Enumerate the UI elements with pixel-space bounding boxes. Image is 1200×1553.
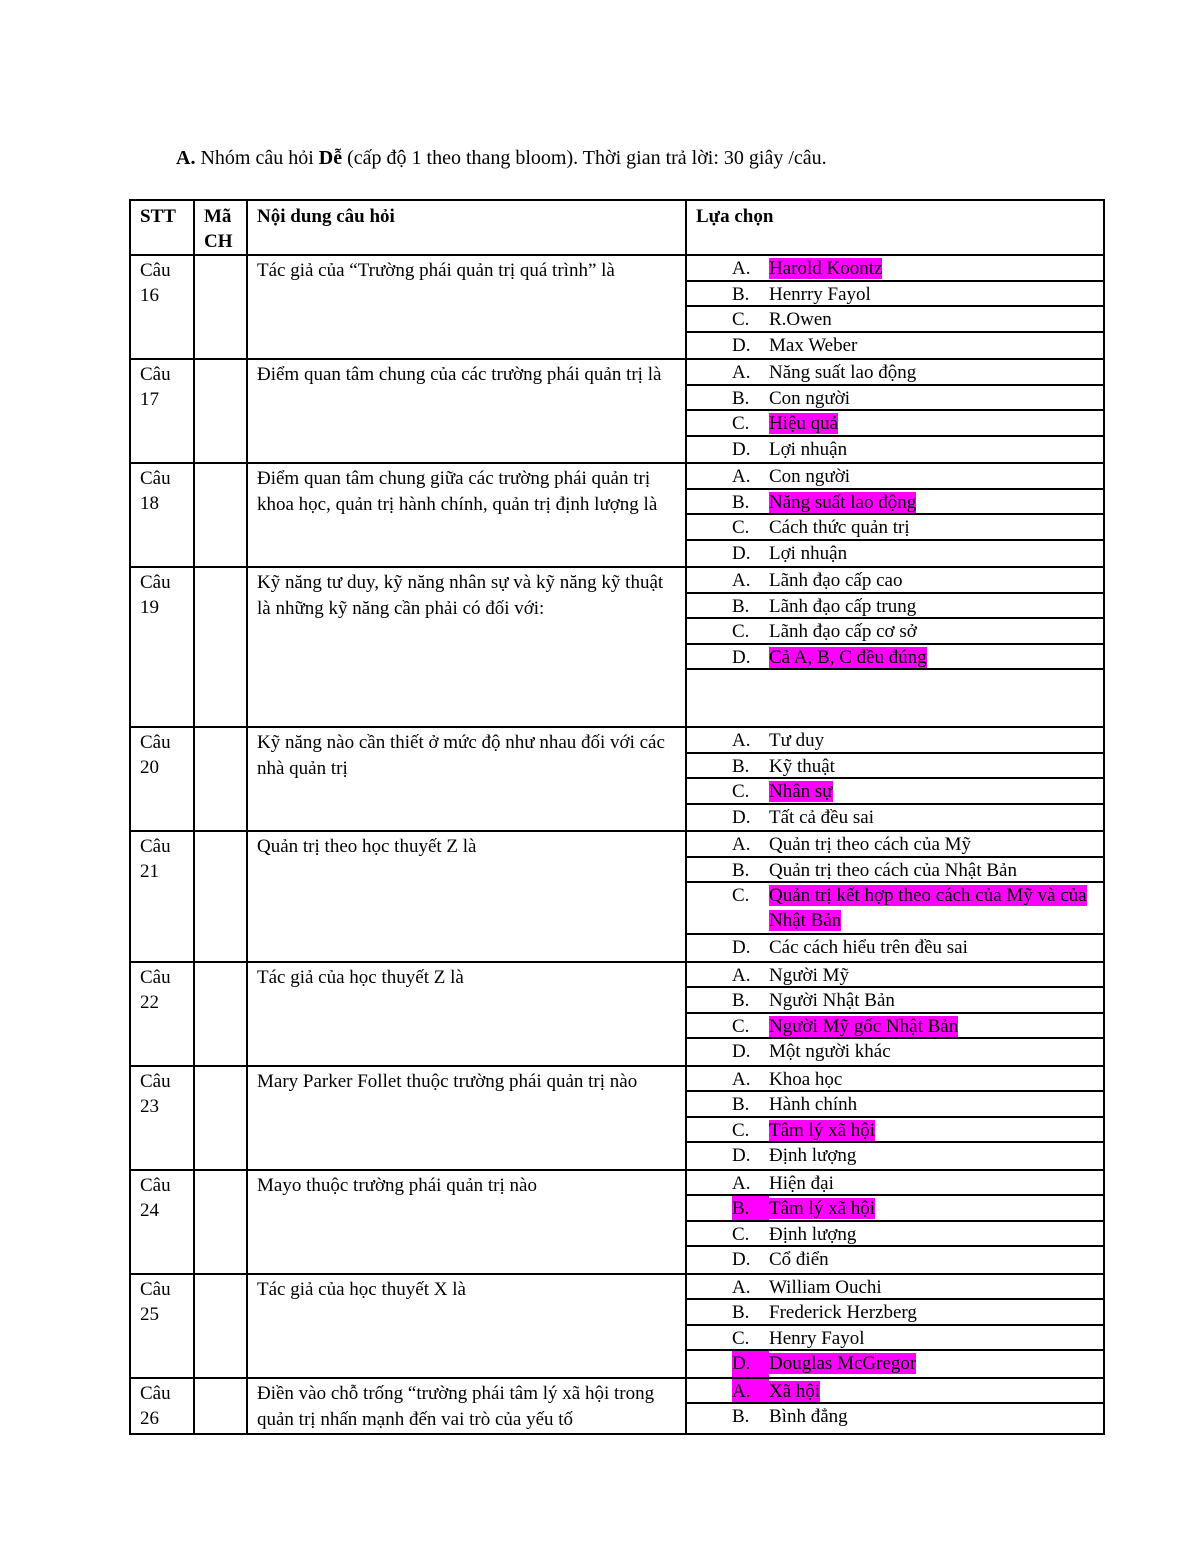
option-text-cell	[769, 541, 1103, 567]
option-letter: D.	[732, 646, 751, 668]
option-text-cell	[769, 619, 1103, 643]
question-text: Quản trị theo học thuyết Z là	[247, 831, 686, 962]
option-text: Khoa học	[769, 1068, 843, 1090]
option-letter: B.	[732, 755, 750, 777]
option-text-cell	[769, 437, 1103, 463]
option-text: Lãnh đạo cấp cơ sở	[769, 621, 917, 642]
table-row	[130, 463, 1104, 567]
option-letter: A.	[732, 1068, 751, 1090]
option-text-cell	[769, 256, 1103, 280]
option-row	[687, 541, 1103, 567]
option-text: Bình đẳng	[769, 1406, 848, 1427]
option-row	[687, 490, 1103, 516]
option-row	[687, 1300, 1103, 1326]
option-text-cell	[769, 935, 1103, 961]
option-row	[687, 858, 1103, 884]
option-letter: B.	[732, 1196, 769, 1220]
option-text-cell	[769, 386, 1103, 410]
option-list	[686, 1066, 1104, 1170]
option-text-cell	[769, 360, 1103, 384]
option-list	[686, 962, 1104, 1066]
header-content: Nội dung câu hỏi	[247, 200, 686, 255]
option-row	[687, 883, 1103, 935]
option-letter	[732, 670, 769, 726]
option-text-cell	[769, 1118, 1103, 1142]
option-row	[687, 779, 1103, 805]
correct-answer-text: Douglas McGregor	[769, 1353, 917, 1374]
option-letter: A.	[732, 730, 751, 751]
option-list	[686, 567, 1104, 727]
option-text-cell	[769, 1039, 1103, 1065]
option-row	[687, 1379, 1103, 1405]
question-code	[194, 567, 247, 727]
question-text: Mary Parker Follet thuộc trường phái quản trị nào	[247, 1066, 686, 1170]
option-row	[687, 988, 1103, 1014]
table-row	[130, 567, 1104, 727]
option-text-cell	[769, 883, 1103, 933]
option-row	[687, 1404, 1103, 1430]
option-letter: C.	[732, 885, 750, 906]
option-text-cell	[769, 1326, 1103, 1350]
option-letter: B.	[732, 859, 750, 881]
correct-answer-text: Tâm lý xã hội	[769, 1119, 876, 1141]
option-row	[687, 728, 1103, 754]
table-row	[130, 1378, 1104, 1434]
correct-answer-text: Nhân sự	[769, 781, 833, 802]
section-heading	[176, 144, 827, 172]
option-text-cell	[769, 805, 1103, 831]
option-text-cell	[769, 1300, 1103, 1324]
question-text: Kỹ năng tư duy, kỹ năng nhân sự và kỹ năng kỹ thuật là những kỹ năng cần phải có đối với:	[247, 567, 686, 727]
question-number: Câu 26	[130, 1378, 194, 1434]
question-number: Câu 23	[130, 1066, 194, 1170]
option-text: Lợi nhuận	[769, 438, 848, 460]
option-row	[687, 754, 1103, 780]
option-letter: A.	[732, 570, 751, 591]
option-text-cell	[769, 333, 1103, 359]
option-list	[686, 831, 1104, 962]
option-text-cell	[769, 1143, 1103, 1169]
question-number: Câu 16	[130, 255, 194, 359]
table-row	[130, 727, 1104, 831]
option-letter: B.	[732, 387, 750, 409]
option-text: Người Mỹ	[769, 964, 849, 986]
option-text: Hành chính	[769, 1094, 858, 1115]
table-header-row	[130, 200, 1104, 255]
option-text-cell	[769, 963, 1103, 987]
option-row	[687, 360, 1103, 386]
option-text-cell	[769, 515, 1103, 539]
option-list	[686, 359, 1104, 463]
option-letter: D.	[732, 542, 751, 564]
question-number: Câu 18	[130, 463, 194, 567]
option-text-cell	[769, 645, 1103, 669]
option-text: Tất cả đều sai	[769, 806, 874, 828]
option-text-cell	[769, 779, 1103, 803]
section-letter: A.	[176, 147, 196, 169]
option-letter: A.	[732, 1172, 751, 1194]
option-text: Quản trị theo cách của Nhật Bản	[769, 859, 1017, 881]
option-text-cell	[769, 1014, 1103, 1038]
option-list	[686, 1170, 1104, 1274]
option-text: Quản trị theo cách của Mỹ	[769, 834, 972, 855]
option-row	[687, 282, 1103, 308]
option-text: Kỹ thuật	[769, 755, 835, 777]
option-row	[687, 386, 1103, 412]
option-text: Con người	[769, 387, 851, 409]
option-letter: C.	[732, 309, 750, 330]
question-number: Câu 17	[130, 359, 194, 463]
option-text-cell	[769, 1275, 1103, 1299]
question-text: Điểm quan tâm chung của các trường phái quản trị là	[247, 359, 686, 463]
option-letter: B.	[732, 1302, 750, 1323]
question-code	[194, 255, 247, 359]
option-text: Định lượng	[769, 1145, 857, 1166]
question-text: Điểm quan tâm chung giữa các trường phái quản trị khoa học, quản trị hành chính, quản trị định lượng là	[247, 463, 686, 567]
option-text-cell	[769, 1222, 1103, 1246]
question-table	[129, 199, 1105, 1435]
option-row	[687, 307, 1103, 333]
option-row	[687, 1222, 1103, 1248]
option-row	[687, 594, 1103, 620]
option-row	[687, 515, 1103, 541]
option-text: Lãnh đạo cấp trung	[769, 595, 917, 617]
option-text-cell	[769, 568, 1103, 592]
heading-text-2: (cấp độ 1 theo thang bloom). Thời gian trả lời: 30 giây /câu.	[342, 147, 827, 169]
question-number: Câu 19	[130, 567, 194, 727]
option-text: Con người	[769, 466, 851, 487]
option-row	[687, 568, 1103, 594]
option-letter: C.	[732, 781, 750, 802]
header-stt: STT	[130, 200, 194, 255]
question-text: Mayo thuộc trường phái quản trị nào	[247, 1170, 686, 1274]
option-text-cell	[769, 988, 1103, 1012]
option-text: Frederick Herzberg	[769, 1302, 917, 1323]
option-text-cell	[769, 1196, 1103, 1220]
option-text: Cách thức quản trị	[769, 517, 910, 538]
correct-answer-text: Cả A, B, C đều đúng	[769, 646, 927, 668]
option-text-cell	[769, 282, 1103, 306]
question-number: Câu 21	[130, 831, 194, 962]
option-letter: C.	[732, 1119, 750, 1141]
option-row	[687, 1067, 1103, 1093]
option-text-cell	[769, 1379, 1103, 1403]
correct-answer-text: Harold Koontz	[769, 258, 883, 279]
option-row	[687, 619, 1103, 645]
option-text: William Ouchi	[769, 1276, 882, 1298]
option-text: Lợi nhuận	[769, 542, 848, 564]
option-list	[686, 1274, 1104, 1378]
option-text: Henry Fayol	[769, 1327, 865, 1349]
correct-answer-text: Xã hội	[769, 1380, 821, 1402]
question-text: Điền vào chỗ trống “trường phái tâm lý xã hội trong quản trị nhấn mạnh đến vai trò của yếu tố	[247, 1378, 686, 1434]
option-text-cell	[769, 1351, 1103, 1377]
correct-answer-text: Quản trị kết hợp theo cách của Mỹ và của Nhật Bản	[769, 885, 1087, 931]
option-text-cell	[769, 490, 1103, 514]
question-code	[194, 359, 247, 463]
option-row	[687, 935, 1103, 961]
option-text-cell	[769, 1092, 1103, 1116]
question-code	[194, 463, 247, 567]
option-letter: A.	[732, 964, 751, 986]
option-text: Năng suất lao động	[769, 362, 917, 383]
correct-answer-text: Hiệu quả	[769, 413, 839, 434]
option-row	[687, 1143, 1103, 1169]
option-letter: B.	[732, 595, 750, 617]
option-row	[687, 1247, 1103, 1273]
option-row	[687, 1326, 1103, 1352]
option-row	[687, 1039, 1103, 1065]
option-list	[686, 1378, 1104, 1434]
option-text: Cổ điển	[769, 1249, 829, 1270]
option-row	[687, 963, 1103, 989]
option-letter: C.	[732, 1015, 750, 1037]
option-letter: A.	[732, 258, 751, 279]
question-text: Kỹ năng nào cần thiết ở mức độ như nhau đối với các nhà quản trị	[247, 727, 686, 831]
option-text-cell	[769, 670, 1103, 726]
correct-answer-text: Người Mỹ gốc Nhật Bản	[769, 1015, 959, 1037]
correct-answer-text: Tâm lý xã hội	[769, 1198, 876, 1219]
option-letter: A.	[732, 1276, 751, 1298]
question-code	[194, 831, 247, 962]
option-text: Các cách hiểu trên đều sai	[769, 937, 968, 958]
table-row	[130, 255, 1104, 359]
option-text: Một người khác	[769, 1041, 891, 1062]
question-text: Tác giả của học thuyết Z là	[247, 962, 686, 1066]
option-row	[687, 1092, 1103, 1118]
question-number: Câu 25	[130, 1274, 194, 1378]
option-text-cell	[769, 754, 1103, 778]
option-text: Định lượng	[769, 1223, 857, 1245]
option-text: Lãnh đạo cấp cao	[769, 570, 903, 591]
option-text-cell	[769, 1404, 1103, 1430]
option-row	[687, 805, 1103, 831]
option-letter: D.	[732, 334, 751, 356]
table-row	[130, 1274, 1104, 1378]
heading-text-1: Nhóm câu hỏi	[195, 147, 319, 169]
option-list	[686, 463, 1104, 567]
header-mach: Mã CH	[194, 200, 247, 255]
option-letter: B.	[732, 990, 750, 1011]
option-letter: D.	[732, 1145, 751, 1166]
question-number: Câu 24	[130, 1170, 194, 1274]
question-text: Tác giả của học thuyết X là	[247, 1274, 686, 1378]
option-letter: C.	[732, 413, 750, 434]
option-row	[687, 411, 1103, 437]
option-letter: D.	[732, 1351, 769, 1377]
option-row	[687, 832, 1103, 858]
question-code	[194, 962, 247, 1066]
difficulty-word: Dễ	[318, 147, 343, 169]
option-text: R.Owen	[769, 309, 832, 330]
option-letter: B.	[732, 1094, 750, 1115]
question-number: Câu 22	[130, 962, 194, 1066]
option-row	[687, 1014, 1103, 1040]
question-text: Tác giả của “Trường phái quản trị quá trình” là	[247, 255, 686, 359]
option-row	[687, 1275, 1103, 1301]
option-letter: D.	[732, 1249, 751, 1270]
option-row	[687, 464, 1103, 490]
option-text-cell	[769, 1171, 1103, 1195]
table-row	[130, 831, 1104, 962]
option-letter: B.	[732, 1406, 750, 1427]
option-text-cell	[769, 728, 1103, 752]
option-letter: B.	[732, 283, 750, 305]
option-row	[687, 1118, 1103, 1144]
question-code	[194, 1274, 247, 1378]
option-text-cell	[769, 594, 1103, 618]
question-rows	[130, 255, 1104, 1434]
option-letter: C.	[732, 621, 750, 642]
question-code	[194, 1066, 247, 1170]
option-row	[687, 1171, 1103, 1197]
option-text: Max Weber	[769, 334, 858, 356]
option-text-cell	[769, 858, 1103, 882]
option-text: Người Nhật Bản	[769, 990, 895, 1011]
question-code	[194, 1378, 247, 1434]
question-code	[194, 1170, 247, 1274]
option-letter: A.	[732, 834, 751, 855]
option-row	[687, 437, 1103, 463]
table-row	[130, 1066, 1104, 1170]
option-row	[687, 645, 1103, 671]
option-letter: A.	[732, 362, 751, 383]
table-row	[130, 359, 1104, 463]
table-row	[130, 1170, 1104, 1274]
option-letter: A.	[732, 1379, 769, 1403]
option-text: Hiện đại	[769, 1172, 834, 1194]
option-text: Henrry Fayol	[769, 283, 871, 305]
header-options: Lựa chọn	[686, 200, 1104, 255]
option-letter: D.	[732, 937, 751, 958]
option-row	[687, 256, 1103, 282]
option-letter: C.	[732, 1223, 750, 1245]
option-letter: C.	[732, 1327, 750, 1349]
option-letter: D.	[732, 806, 751, 828]
option-letter: D.	[732, 438, 751, 460]
option-row	[687, 333, 1103, 359]
option-row	[687, 1196, 1103, 1222]
option-letter: D.	[732, 1041, 751, 1062]
option-letter: A.	[732, 466, 751, 487]
table-row	[130, 962, 1104, 1066]
option-row	[687, 1351, 1103, 1377]
option-text-cell	[769, 464, 1103, 488]
option-text-cell	[769, 1067, 1103, 1091]
question-number: Câu 20	[130, 727, 194, 831]
option-text-cell	[769, 1247, 1103, 1273]
question-code	[194, 727, 247, 831]
option-text-cell	[769, 307, 1103, 331]
option-row	[687, 670, 1103, 726]
option-text-cell	[769, 832, 1103, 856]
option-letter: B.	[732, 491, 750, 513]
option-list	[686, 255, 1104, 359]
correct-answer-text: Năng suất lao động	[769, 491, 917, 513]
option-list	[686, 727, 1104, 831]
option-letter: C.	[732, 517, 750, 538]
option-text-cell	[769, 411, 1103, 435]
option-text: Tư duy	[769, 730, 825, 751]
